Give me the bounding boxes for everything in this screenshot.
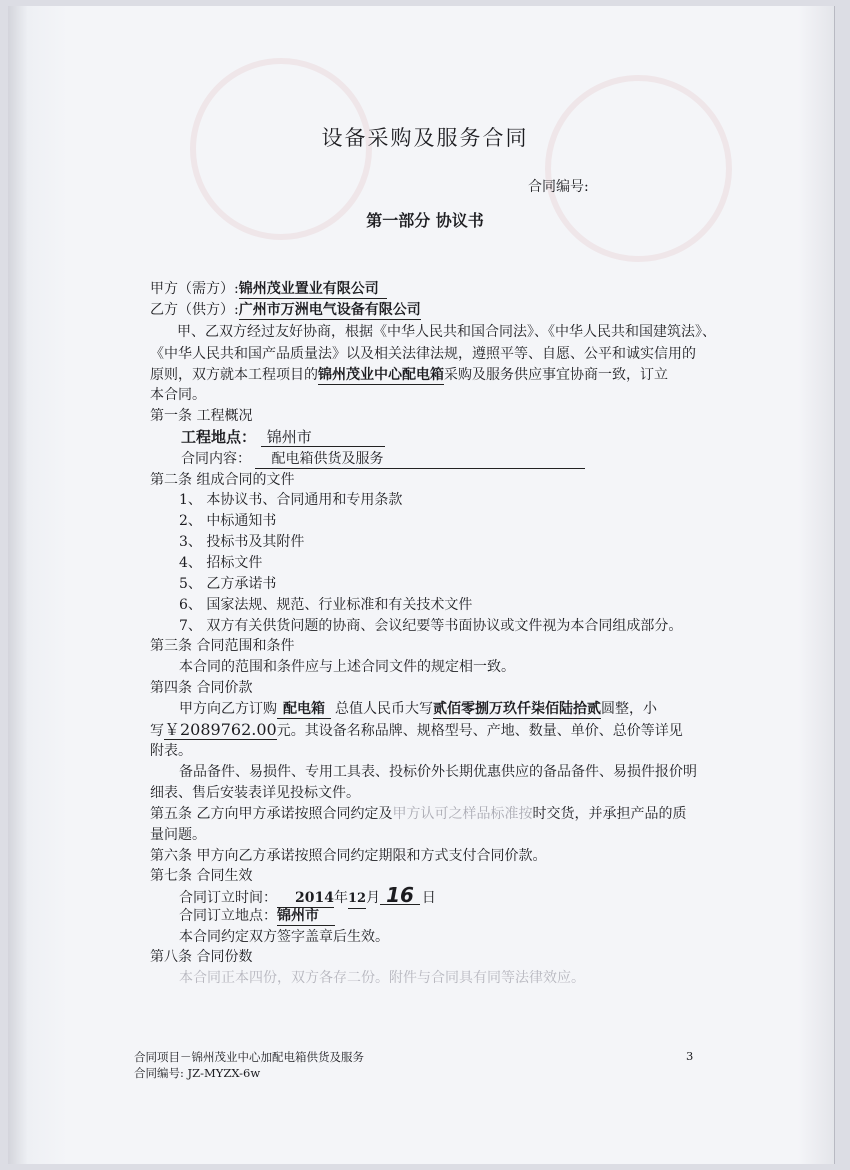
party-a-name: 锦州茂业置业有限公司 [239,280,387,299]
doc-title: 设备采购及服务合同 [321,126,529,150]
article-4-title: 第四条 合同价款 [150,680,253,696]
intro-line-3-post: 采购及服务供应事宜协商一致，订立 [444,367,668,383]
art2-item: 4、 招标文件 [179,555,263,571]
part-title: 第一部分 协议书 [366,211,484,230]
sign-day: 16 [380,886,420,905]
price-l2-pre: 写 [150,723,164,739]
site-label: 工程地点： [181,428,257,446]
art5-post: 时交货，并承担产品的质 [532,806,687,822]
price-l2-post: 元。其设备名称品牌、规格型号、产地、数量、单价、总价等详见 [276,723,683,739]
day-char: 日 [421,890,436,906]
article-7-text: 本合同约定双方签字盖章后生效。 [179,929,389,945]
stamp-ghost-right [545,75,732,262]
site-line [181,428,385,447]
article-1-title: 第一条 工程概况 [150,408,253,424]
price-l1-post: 圆整，小 [601,701,657,717]
intro-line-1: 甲、乙双方经过友好协商，根据《中华人民共和国合同法》、《中华人民共和国建筑法》、 [177,324,716,340]
sign-month: 12 [348,890,366,909]
footer-project: 合同项目－锦州茂业中心加配电箱供货及服务 [134,1050,364,1064]
spares-line-2: 细表、售后安装表详见投标文件。 [150,785,360,801]
sign-place: 锦州市 [277,907,335,926]
amount-chinese: 贰佰零捌万玖仟柒佰陆拾贰 [433,701,601,717]
sign-place-label: 合同订立地点： [179,908,277,924]
intro-line-2: 《中华人民共和国产品质量法》以及相关法律法规，遵照平等、自愿、公平和诚实信用的 [150,346,696,362]
article-2-title: 第二条 组成合同的文件 [150,472,295,488]
month-char: 月 [366,890,381,906]
intro-line-3 [150,366,668,385]
party-a-label: 甲方（需方）: [150,281,239,297]
price-l1-pre: 甲方向乙方订购 [179,701,277,717]
price-l1-mid: 总值人民币大写 [335,701,433,717]
sign-year: 2014 [277,889,334,908]
content-value: 配电箱供货及服务 [255,450,585,469]
article-8-title: 第八条 合同份数 [150,949,253,965]
art5-faded: 甲方认可之样品标准按 [392,806,533,822]
price-line-3: 附表。 [150,743,192,759]
article-5-line-2: 量问题。 [150,827,206,843]
party-b-label: 乙方（供方）: [150,302,239,318]
contract-no-label: 合同编号: [528,179,589,195]
art2-item: 3、 投标书及其附件 [179,534,305,550]
art2-item: 5、 乙方承诺书 [179,576,277,592]
price-line-1 [179,700,657,719]
art2-item: 6、 国家法规、规范、行业标准和有关技术文件 [179,597,473,613]
article-7-title: 第七条 合同生效 [150,868,253,884]
party-a-line [150,280,387,299]
art5-pre: 第五条 乙方向甲方承诺按照合同约定及 [150,806,393,822]
art2-item: 1、 本协议书、合同通用和专用条款 [179,492,403,508]
amount-numeric: ￥2089762.00 [164,720,277,739]
article-3-title: 第三条 合同范围和条件 [150,638,295,654]
content-label: 合同内容： [181,451,251,467]
content-line [181,450,585,469]
intro-line-3-pre: 原则，双方就本工程项目的 [150,367,318,383]
purchase-item: 配电箱 [277,700,331,719]
article-8-text: 本合同正本四份，双方各存二份。附件与合同具有同等法律效应。 [179,970,585,986]
sign-time-line [179,883,436,909]
article-5-line-1 [150,805,686,823]
year-char: 年 [333,890,348,906]
footer-contract-no: 合同编号: JZ-MYZX-6w [134,1066,261,1080]
article-6: 第六条 甲方向乙方承诺按照合同约定期限和方式支付合同价款。 [150,848,547,864]
article-3-text: 本合同的范围和条件应与上述合同文件的规定相一致。 [179,659,515,675]
party-b-line [150,301,421,320]
party-b-name: 广州市万洲电气设备有限公司 [238,302,421,318]
price-line-2 [150,721,683,740]
art2-item: 2、 中标通知书 [179,513,277,529]
project-name: 锦州茂业中心配电箱 [318,367,444,383]
sign-place-line [179,907,335,926]
spares-line-1: 备品备件、易损件、专用工具表、投标价外长期优惠供应的备品备件、易损件报价明 [179,764,697,780]
sign-time-label: 合同订立时间： [179,890,277,906]
page-number: 3 [686,1049,694,1063]
art2-item: 7、 双方有关供货问题的协商、会议纪要等书面协议或文件视为本合同组成部分。 [179,618,683,634]
site-value: 锦州市 [261,428,385,447]
intro-line-4: 本合同。 [150,387,206,403]
